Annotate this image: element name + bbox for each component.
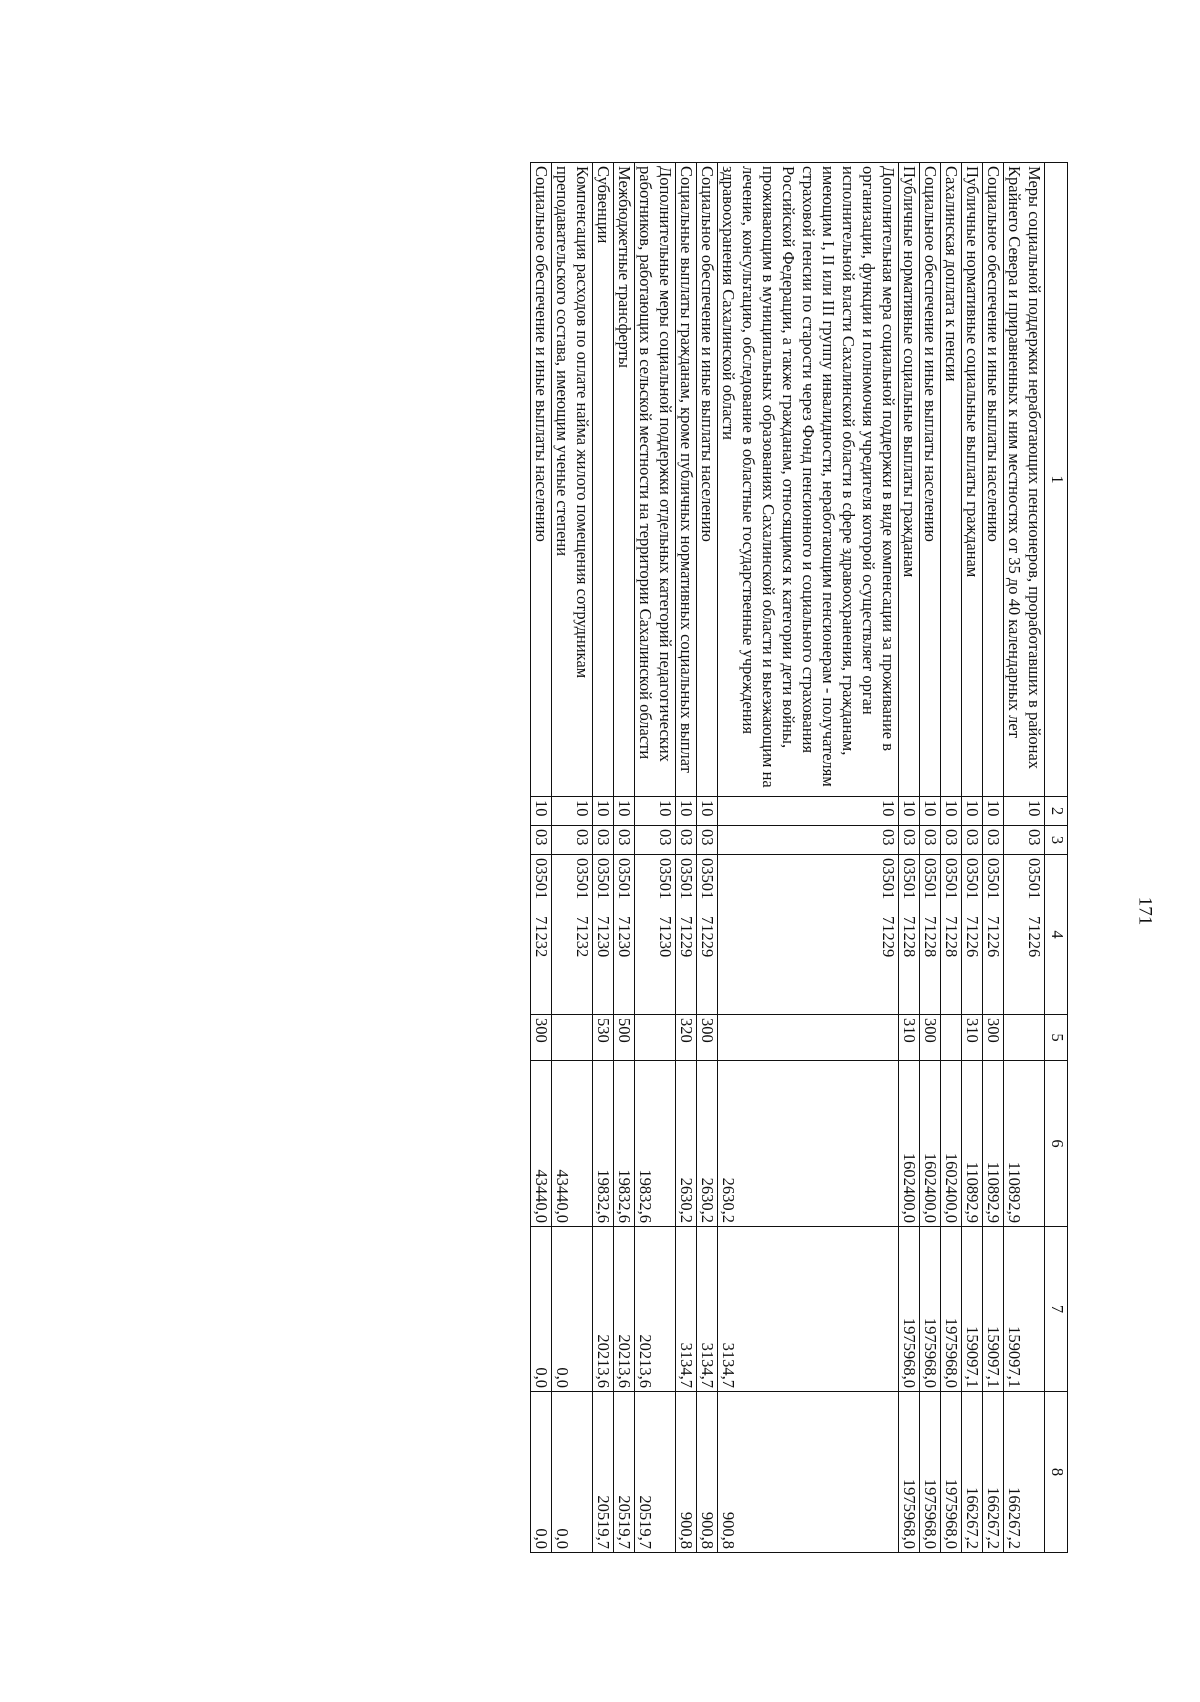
amount-year-3: 900,8 bbox=[718, 1392, 899, 1553]
expense-type-code bbox=[635, 1015, 676, 1061]
program-code: 03501 bbox=[573, 858, 592, 900]
amount-year-1: 2630,2 bbox=[718, 1061, 899, 1227]
expense-type-code: 300 bbox=[697, 1015, 718, 1061]
budget-table bbox=[530, 162, 1068, 1553]
amount-year-1: 43440,0 bbox=[531, 1061, 552, 1227]
program-code: 03501 bbox=[615, 858, 634, 900]
amount-year-1: 19832,6 bbox=[614, 1061, 635, 1227]
expense-type-code: 320 bbox=[676, 1015, 697, 1061]
table-row bbox=[941, 163, 962, 1553]
amount-year-1: 19832,6 bbox=[635, 1061, 676, 1227]
subsection-code: 03 bbox=[635, 826, 676, 855]
section-code: 10 bbox=[531, 797, 552, 826]
amount-year-2: 0,0 bbox=[531, 1227, 552, 1392]
amount-year-3: 1975968,0 bbox=[899, 1392, 920, 1553]
expense-type-code bbox=[552, 1015, 593, 1061]
target-article-code bbox=[983, 855, 1004, 1015]
amount-year-2: 3134,7 bbox=[718, 1227, 899, 1392]
program-code: 03501 bbox=[656, 858, 675, 900]
expense-type-code: 530 bbox=[593, 1015, 614, 1061]
program-code: 03501 bbox=[698, 858, 717, 900]
program-code: 03501 bbox=[532, 858, 551, 900]
subsection-code: 03 bbox=[1004, 826, 1045, 855]
amount-year-2: 159097,1 bbox=[962, 1227, 983, 1392]
target-article-code bbox=[593, 855, 614, 1015]
amount-year-3: 1975968,0 bbox=[920, 1392, 941, 1553]
direction-code: 71226 bbox=[984, 916, 1003, 958]
rotated-table-container bbox=[530, 162, 1068, 1553]
table-row bbox=[962, 163, 983, 1553]
expense-type-code: 500 bbox=[614, 1015, 635, 1061]
header-row bbox=[1045, 163, 1068, 1553]
direction-code: 71229 bbox=[698, 916, 717, 958]
subsection-code: 03 bbox=[983, 826, 1004, 855]
section-code: 10 bbox=[635, 797, 676, 826]
section-code: 10 bbox=[676, 797, 697, 826]
section-code: 10 bbox=[920, 797, 941, 826]
target-article-code bbox=[697, 855, 718, 1015]
direction-code: 71229 bbox=[879, 916, 898, 958]
row-name: Сахалинская доплата к пенсии bbox=[941, 163, 962, 797]
subsection-code: 03 bbox=[531, 826, 552, 855]
program-code: 03501 bbox=[1025, 858, 1044, 900]
column-number-8: 8 bbox=[1045, 1392, 1068, 1553]
amount-year-2: 0,0 bbox=[552, 1227, 593, 1392]
amount-year-3: 20519,7 bbox=[635, 1392, 676, 1553]
row-name: Социальное обеспечение и иные выплаты населению bbox=[920, 163, 941, 797]
expense-type-code: 310 bbox=[899, 1015, 920, 1061]
column-number-7: 7 bbox=[1045, 1227, 1068, 1392]
direction-code: 71228 bbox=[900, 916, 919, 958]
table-row bbox=[635, 163, 676, 1553]
column-number-5: 5 bbox=[1045, 1015, 1068, 1061]
amount-year-1: 2630,2 bbox=[676, 1061, 697, 1227]
direction-code: 71226 bbox=[1025, 916, 1044, 958]
table-row bbox=[697, 163, 718, 1553]
section-code: 10 bbox=[614, 797, 635, 826]
subsection-code: 03 bbox=[962, 826, 983, 855]
amount-year-3: 166267,2 bbox=[962, 1392, 983, 1553]
amount-year-2: 3134,7 bbox=[676, 1227, 697, 1392]
amount-year-2: 1975968,0 bbox=[920, 1227, 941, 1392]
target-article-code bbox=[899, 855, 920, 1015]
amount-year-2: 1975968,0 bbox=[941, 1227, 962, 1392]
table-row bbox=[718, 163, 899, 1553]
amount-year-1: 1602400,0 bbox=[899, 1061, 920, 1227]
direction-code: 71230 bbox=[594, 916, 613, 958]
target-article-code bbox=[941, 855, 962, 1015]
subsection-code: 03 bbox=[593, 826, 614, 855]
program-code: 03501 bbox=[900, 858, 919, 900]
direction-code: 71230 bbox=[615, 916, 634, 958]
program-code: 03501 bbox=[921, 858, 940, 900]
direction-code: 71228 bbox=[942, 916, 961, 958]
expense-type-code: 300 bbox=[920, 1015, 941, 1061]
row-name: Субвенции bbox=[593, 163, 614, 797]
subsection-code: 03 bbox=[697, 826, 718, 855]
row-name: Меры социальной поддержки неработающих пенсионеров, проработавших в районах Крайнего Севера и приравненных к ним местностях от 35 до 40 календарных лет bbox=[1004, 163, 1045, 797]
expense-type-code bbox=[1004, 1015, 1045, 1061]
amount-year-3: 166267,2 bbox=[1004, 1392, 1045, 1553]
row-name: Дополнительная мера социальной поддержки в виде компенсации за проживание в организации, функции и полномочия учредителя которой осуществляет орган исполнительной власти Сахалинской области в сфере здравоохранения, гражданам, имеющим I, II или III группу инвалидности, неработающим пенсионерам - получателям страховой пенсии по старости через Фонд пенсионного и социального страхования Российской Федерации, а также гражданам, относящимся к категории дети войны, проживающим в муниципальных образованиях Сахалинской области и выезжающим на лечение, консультацию, обследование в областные государственные учреждения здравоохранения Сахалинской области bbox=[718, 163, 899, 797]
row-name: Публичные нормативные социальные выплаты гражданам bbox=[962, 163, 983, 797]
section-code: 10 bbox=[941, 797, 962, 826]
expense-type-code: 300 bbox=[531, 1015, 552, 1061]
subsection-code: 03 bbox=[941, 826, 962, 855]
section-code: 10 bbox=[962, 797, 983, 826]
table-row bbox=[614, 163, 635, 1553]
expense-type-code: 310 bbox=[962, 1015, 983, 1061]
direction-code: 71232 bbox=[532, 916, 551, 958]
subsection-code: 03 bbox=[899, 826, 920, 855]
direction-code: 71230 bbox=[656, 916, 675, 958]
column-number-3: 3 bbox=[1045, 826, 1068, 855]
target-article-code bbox=[552, 855, 593, 1015]
program-code: 03501 bbox=[963, 858, 982, 900]
section-code: 10 bbox=[718, 797, 899, 826]
program-code: 03501 bbox=[594, 858, 613, 900]
section-code: 10 bbox=[1004, 797, 1045, 826]
table-row bbox=[899, 163, 920, 1553]
amount-year-3: 166267,2 bbox=[983, 1392, 1004, 1553]
amount-year-1: 1602400,0 bbox=[941, 1061, 962, 1227]
amount-year-1: 43440,0 bbox=[552, 1061, 593, 1227]
amount-year-3: 900,8 bbox=[676, 1392, 697, 1553]
subsection-code: 03 bbox=[718, 826, 899, 855]
target-article-code bbox=[676, 855, 697, 1015]
table-row bbox=[676, 163, 697, 1553]
section-code: 10 bbox=[899, 797, 920, 826]
target-article-code bbox=[1004, 855, 1045, 1015]
amount-year-1: 110892,9 bbox=[983, 1061, 1004, 1227]
expense-type-code: 300 bbox=[983, 1015, 1004, 1061]
program-code: 03501 bbox=[879, 858, 898, 900]
subsection-code: 03 bbox=[920, 826, 941, 855]
target-article-code bbox=[635, 855, 676, 1015]
direction-code: 71229 bbox=[677, 916, 696, 958]
amount-year-2: 3134,7 bbox=[697, 1227, 718, 1392]
subsection-code: 03 bbox=[552, 826, 593, 855]
direction-code: 71232 bbox=[573, 916, 592, 958]
section-code: 10 bbox=[983, 797, 1004, 826]
program-code: 03501 bbox=[677, 858, 696, 900]
amount-year-1: 19832,6 bbox=[593, 1061, 614, 1227]
amount-year-3: 900,8 bbox=[697, 1392, 718, 1553]
target-article-code bbox=[614, 855, 635, 1015]
row-name: Дополнительные меры социальной поддержки отдельных категорий педагогических работников, работающих в сельской местности на территории Сахалинской области bbox=[635, 163, 676, 797]
amount-year-1: 110892,9 bbox=[962, 1061, 983, 1227]
column-number-6: 6 bbox=[1045, 1061, 1068, 1227]
row-name: Социальные выплаты гражданам, кроме публичных нормативных социальных выплат bbox=[676, 163, 697, 797]
target-article-code bbox=[531, 855, 552, 1015]
expense-type-code bbox=[941, 1015, 962, 1061]
amount-year-3: 20519,7 bbox=[593, 1392, 614, 1553]
section-code: 10 bbox=[593, 797, 614, 826]
amount-year-2: 159097,1 bbox=[1004, 1227, 1045, 1392]
amount-year-3: 0,0 bbox=[531, 1392, 552, 1553]
row-name: Межбюджетные трансферты bbox=[614, 163, 635, 797]
row-name: Публичные нормативные социальные выплаты гражданам bbox=[899, 163, 920, 797]
target-article-code bbox=[718, 855, 899, 1015]
row-name: Социальное обеспечение и иные выплаты населению bbox=[983, 163, 1004, 797]
direction-code: 71226 bbox=[963, 916, 982, 958]
expense-type-code bbox=[718, 1015, 899, 1061]
table-row bbox=[531, 163, 552, 1553]
amount-year-2: 20213,6 bbox=[635, 1227, 676, 1392]
amount-year-2: 1975968,0 bbox=[899, 1227, 920, 1392]
subsection-code: 03 bbox=[614, 826, 635, 855]
table-row bbox=[1004, 163, 1045, 1553]
amount-year-3: 0,0 bbox=[552, 1392, 593, 1553]
section-code: 10 bbox=[552, 797, 593, 826]
amount-year-2: 159097,1 bbox=[983, 1227, 1004, 1392]
table-body bbox=[531, 163, 1068, 1553]
row-name: Социальное обеспечение и иные выплаты населению bbox=[697, 163, 718, 797]
column-number-1: 1 bbox=[1045, 163, 1068, 797]
page-number: 171 bbox=[1134, 896, 1156, 926]
amount-year-3: 20519,7 bbox=[614, 1392, 635, 1553]
amount-year-1: 2630,2 bbox=[697, 1061, 718, 1227]
row-name: Компенсация расходов по оплате найма жилого помещения сотрудникам преподавательского состава, имеющим ученые степени bbox=[552, 163, 593, 797]
program-code: 03501 bbox=[942, 858, 961, 900]
direction-code: 71228 bbox=[921, 916, 940, 958]
amount-year-3: 1975968,0 bbox=[941, 1392, 962, 1553]
amount-year-2: 20213,6 bbox=[614, 1227, 635, 1392]
target-article-code bbox=[962, 855, 983, 1015]
table-row bbox=[920, 163, 941, 1553]
subsection-code: 03 bbox=[676, 826, 697, 855]
target-article-code bbox=[920, 855, 941, 1015]
table-row bbox=[983, 163, 1004, 1553]
column-number-4: 4 bbox=[1045, 855, 1068, 1015]
amount-year-1: 1602400,0 bbox=[920, 1061, 941, 1227]
program-code: 03501 bbox=[984, 858, 1003, 900]
amount-year-1: 110892,9 bbox=[1004, 1061, 1045, 1227]
section-code: 10 bbox=[697, 797, 718, 826]
row-name: Социальное обеспечение и иные выплаты населению bbox=[531, 163, 552, 797]
table-row bbox=[552, 163, 593, 1553]
table-row bbox=[593, 163, 614, 1553]
amount-year-2: 20213,6 bbox=[593, 1227, 614, 1392]
column-number-2: 2 bbox=[1045, 797, 1068, 826]
